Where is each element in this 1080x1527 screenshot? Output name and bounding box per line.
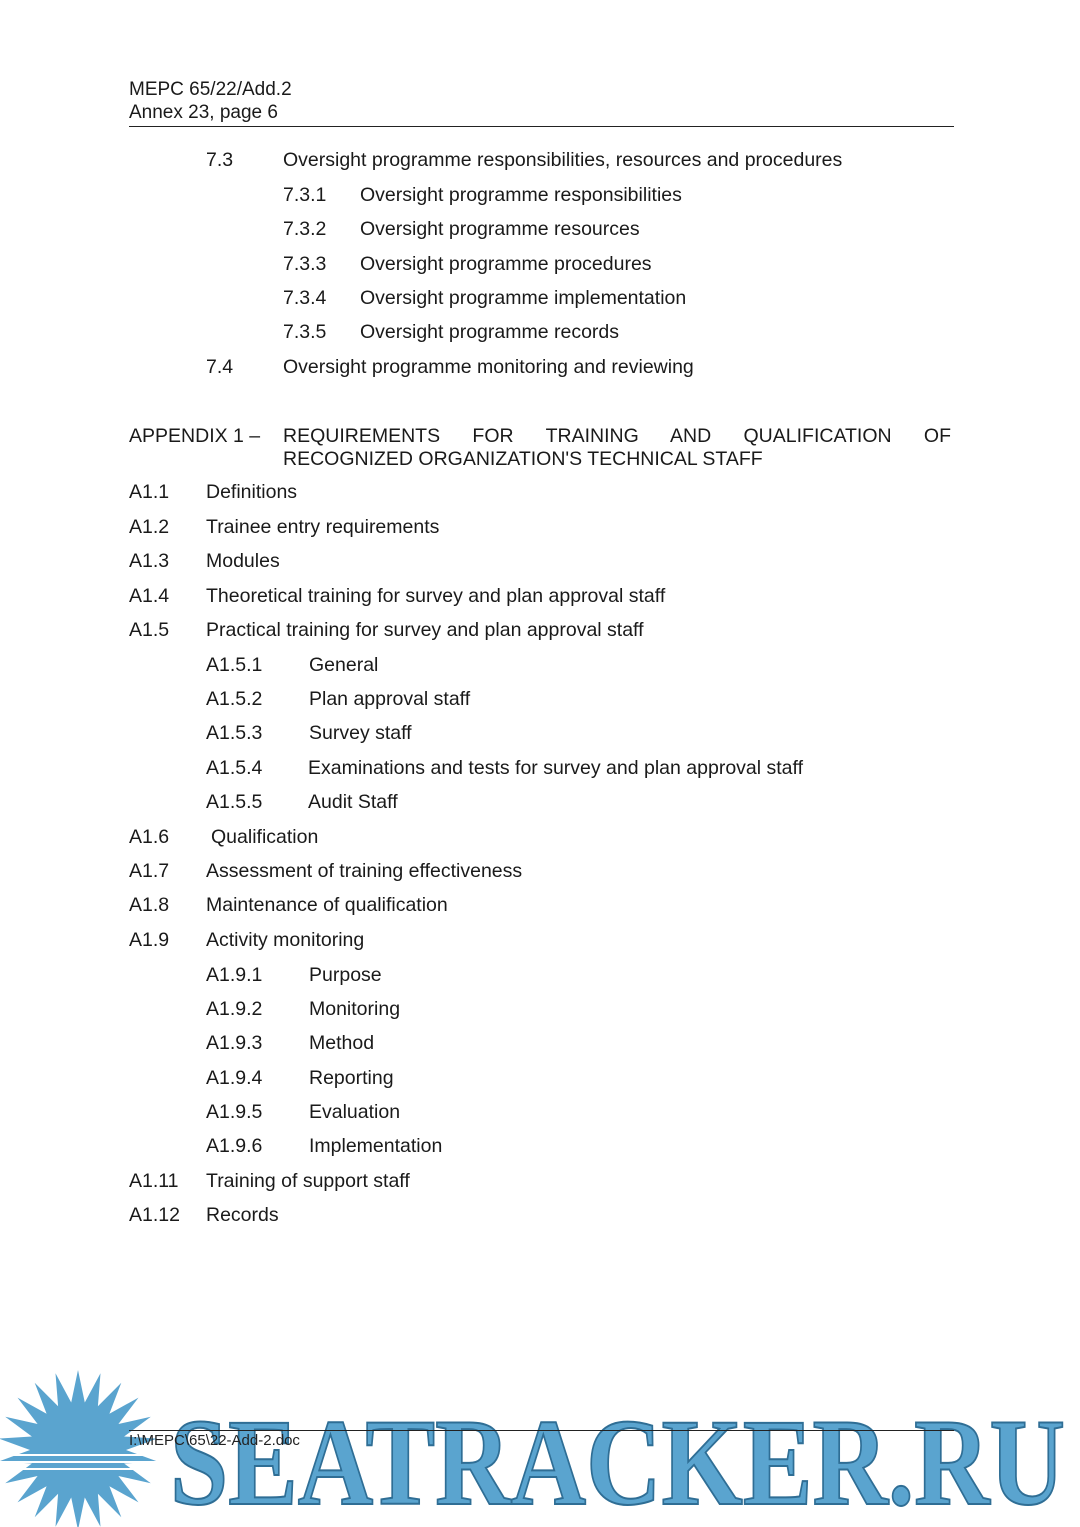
toc-number: 7.3.1 [283, 184, 327, 206]
toc-number: A1.5.2 [206, 688, 263, 710]
footer-rule [129, 1430, 954, 1431]
toc-number: A1.9.6 [206, 1135, 263, 1157]
toc-title: Method [309, 1032, 375, 1054]
toc-title: Examinations and tests for survey and plan approval staff [308, 757, 804, 779]
toc-number: A1.9.1 [206, 964, 263, 986]
appendix-label: APPENDIX 1 – [129, 425, 261, 447]
toc-title: Audit Staff [308, 791, 398, 813]
toc-number: 7.3.2 [283, 218, 327, 240]
toc-number: A1.11 [129, 1170, 179, 1192]
toc-title: Oversight programme implementation [360, 287, 687, 309]
toc-number: 7.3.3 [283, 253, 327, 275]
toc-title: Activity monitoring [206, 929, 365, 951]
toc-number: A1.4 [129, 585, 170, 607]
appendix-title: REQUIREMENTS FOR TRAINING AND QUALIFICATION OF RECOGNIZED ORGANIZATION'S TECHNICAL STAFF [283, 425, 951, 470]
toc-number: 7.3 [206, 149, 234, 171]
toc-title: Practical training for survey and plan approval staff [206, 619, 644, 641]
annex-page-reference: Annex 23, page 6 [129, 102, 278, 123]
toc-number: A1.3 [129, 550, 170, 572]
toc-title: Records [206, 1204, 279, 1226]
toc-number: A1.6 [129, 826, 170, 848]
toc-title: Oversight programme procedures [360, 253, 652, 275]
toc-number: 7.3.5 [283, 321, 327, 343]
toc-title: Plan approval staff [309, 688, 471, 710]
toc-number: A1.5.1 [206, 654, 263, 676]
toc-number: A1.9 [129, 929, 170, 951]
toc-title: Trainee entry requirements [206, 516, 440, 538]
toc-number: A1.8 [129, 894, 170, 916]
toc-number: A1.9.2 [206, 998, 263, 1020]
toc-title: Reporting [309, 1067, 394, 1089]
toc-number: A1.5 [129, 619, 170, 641]
toc-number: A1.12 [129, 1204, 180, 1226]
toc-title: Definitions [206, 481, 298, 503]
footer-file-path: I:\MEPC\65\22-Add-2.doc [129, 1432, 300, 1449]
toc-number: 7.3.4 [283, 287, 327, 309]
toc-title: Oversight programme responsibilities, resources and procedures [283, 149, 843, 171]
toc-title: Assessment of training effectiveness [206, 860, 523, 882]
toc-number: A1.9.4 [206, 1067, 263, 1089]
toc-title: Oversight programme resources [360, 218, 640, 240]
document-reference: MEPC 65/22/Add.2 [129, 79, 292, 100]
toc-number: A1.2 [129, 516, 170, 538]
toc-title: Implementation [309, 1135, 443, 1157]
watermark-text: SEATRACKER.RU [170, 1394, 1065, 1527]
toc-title: Oversight programme responsibilities [360, 184, 682, 206]
toc-number: A1.1 [129, 481, 170, 503]
toc-number: A1.5.5 [206, 791, 263, 813]
toc-title: Theoretical training for survey and plan approval staff [206, 585, 666, 607]
toc-number: A1.7 [129, 860, 170, 882]
page-header [129, 78, 954, 127]
toc-title: Evaluation [309, 1101, 401, 1123]
toc-title: Training of support staff [206, 1170, 410, 1192]
toc-title: Oversight programme records [360, 321, 620, 343]
toc-title: Modules [206, 550, 280, 572]
toc-title: Oversight programme monitoring and reviewing [283, 356, 694, 378]
toc-number: A1.5.3 [206, 722, 263, 744]
toc-number: 7.4 [206, 356, 234, 378]
toc-title: Survey staff [309, 722, 412, 744]
toc-number: A1.9.5 [206, 1101, 263, 1123]
toc-title: Monitoring [309, 998, 401, 1020]
toc-title: Qualification [211, 826, 319, 848]
toc-title: General [309, 654, 379, 676]
toc-number: A1.5.4 [206, 757, 263, 779]
toc-title: Maintenance of qualification [206, 894, 448, 916]
toc-number: A1.9.3 [206, 1032, 263, 1054]
toc-title: Purpose [309, 964, 382, 986]
